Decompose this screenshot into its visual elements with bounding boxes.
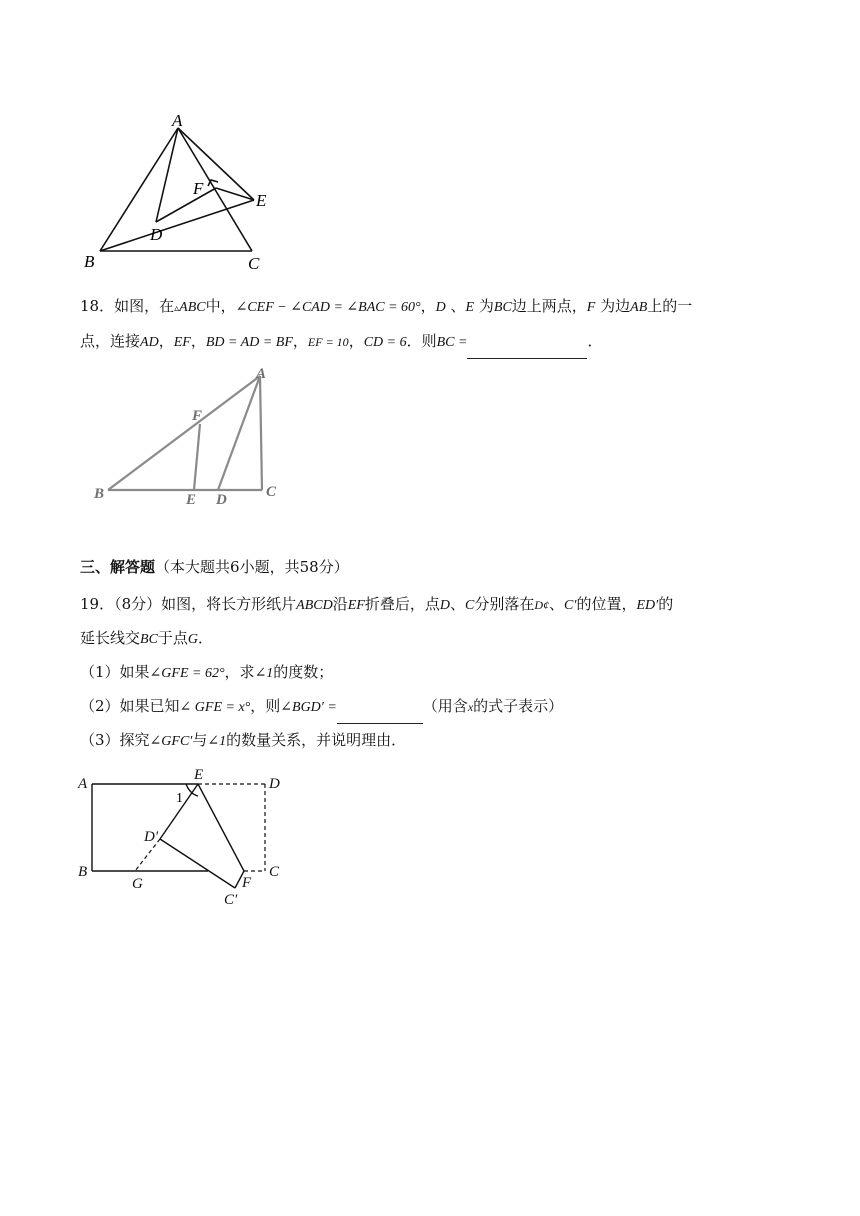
figure-17-triangle [80, 110, 280, 275]
fig18-label-A: A [256, 366, 267, 382]
fig17-label-C: C [248, 254, 260, 273]
fig18-label-F: F [192, 408, 203, 424]
section-3-heading: 三、解答题（本大题共6小题，共58分） [80, 558, 349, 576]
fig19-label-C: C [269, 864, 280, 880]
fig18-label-B: B [94, 486, 105, 502]
fig19-label-D-prime: D′ [144, 829, 159, 845]
q19-part-1: （1）如果∠GFE = 62°，求∠1的度数； [80, 663, 334, 681]
fig17-label-F: F [193, 179, 204, 198]
fig19-angle-1-label: 1 [176, 791, 183, 806]
fig17-label-E: E [256, 191, 267, 210]
q19-line-2: 延长线交BC于点G． [80, 629, 214, 647]
fig19-label-F: F [242, 875, 252, 891]
question-18 [80, 290, 790, 359]
fig19-label-D: D [269, 776, 280, 792]
fig18-label-E: E [186, 492, 197, 508]
q18-line-2: 点，连接AD，EF，BD = AD = BF，EF = 10，CD = 6．则BC = ． [80, 325, 790, 359]
q18-line-1: 18．如图，在▵ABC中，∠CEF − ∠CAD = ∠BAC = 60°，D 、E 为BC边上两点，F 为边AB上的一 [80, 297, 693, 315]
question-19 [80, 588, 790, 758]
q19-line-1: 19．（8分）如图，将长方形纸片ABCD沿EF折叠后，点D、C分别落在D¢、C′的位置，ED′的 [80, 595, 674, 613]
q18-answer-blank[interactable] [467, 325, 587, 359]
figure-18-triangle [88, 362, 288, 512]
fig18-label-C: C [266, 484, 277, 500]
q19-part-2: （2）如果已知∠ GFE = x°，则∠BGD′ = （用含x的式子表示） [80, 690, 790, 724]
fig19-label-A: A [78, 776, 88, 792]
q18-angle-equation: ∠CEF − ∠CAD = ∠BAC = 60° [235, 300, 421, 315]
figure-19-folded-rectangle [72, 764, 292, 914]
fig17-label-A: A [172, 111, 183, 130]
q19-answer-blank[interactable] [337, 690, 423, 724]
fig17-label-D: D [150, 225, 163, 244]
fig17-label-B: B [84, 252, 95, 271]
q19-part-3: （3）探究∠GFC′与∠1的数量关系，并说明理由． [80, 731, 407, 749]
fig18-label-D: D [216, 492, 227, 508]
fig19-label-G: G [132, 876, 143, 892]
fig19-label-E: E [194, 767, 204, 783]
fig19-label-C-prime: C′ [224, 892, 238, 908]
fig19-label-B: B [78, 864, 88, 880]
